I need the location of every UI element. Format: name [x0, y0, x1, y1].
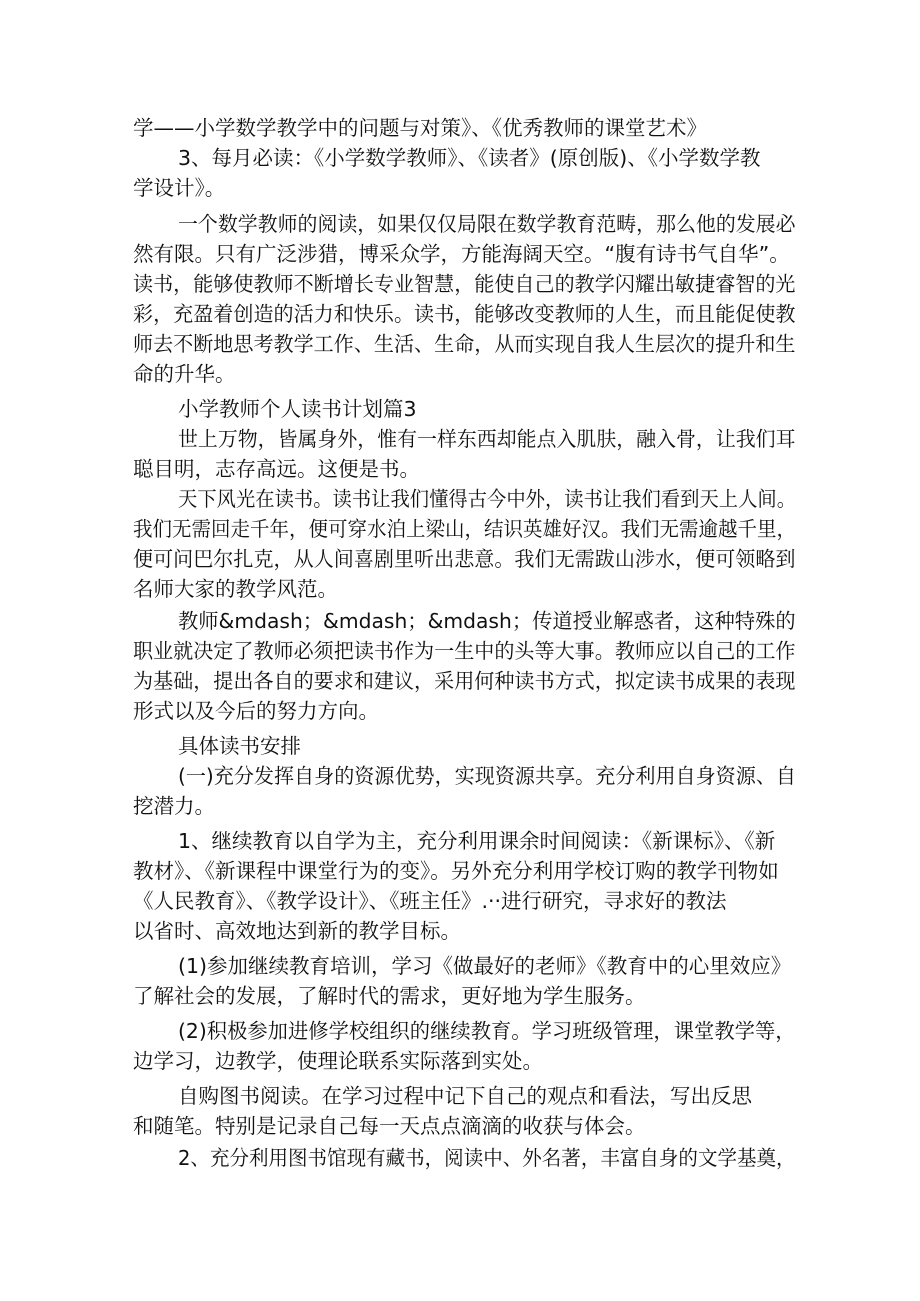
- text-line: 挖潜力。: [133, 794, 215, 818]
- text-line: 《人民教育》、《教学设计》、《班主任》.··进行研究，寻求好的教法: [133, 889, 727, 913]
- text-line: 1、继续教育以自学为主，充分利用课余时间阅读：《新课标》、《新: [178, 829, 776, 853]
- text-line: 教材》、《新课程中课堂行为的变》。另外充分利用学校订购的教学刊物如: [133, 859, 779, 883]
- text-line: 然有限。只有广泛涉猎，博采众学，方能海阔天空。“腹有诗书气自华”。: [133, 242, 790, 266]
- text-line: (一)充分发挥自身的资源优势，实现资源共享。充分利用自身资源、自: [178, 764, 797, 788]
- text-line: 读书，能够使教师不断增长专业智慧，能使自己的教学闪耀出敏捷睿智的光: [133, 272, 796, 296]
- text-line: 彩，充盈着创造的活力和快乐。读书，能够改变教师的人生，而且能促使教: [133, 302, 796, 326]
- text-line: 以省时、高效地达到新的教学目标。: [133, 919, 461, 943]
- text-line: 和随笔。特别是记录自己每一天点点滴滴的收获与体会。: [133, 1114, 646, 1138]
- text-line: 我们无需回走千年，便可穿水泊上梁山，结识英雄好汉。我们无需逾越千里，: [133, 517, 796, 541]
- text-line: 边学习，边教学，使理论联系实际落到实处。: [133, 1049, 543, 1073]
- text-line: 2、充分利用图书馆现有藏书，阅读中、外名著，丰富自身的文学基奠，: [178, 1146, 796, 1170]
- text-line: 了解社会的发展，了解时代的需求，更好地为学生服务。: [133, 984, 646, 1008]
- text-line: 师去不断地思考教学工作、生活、生命，从而实现自我人生层次的提升和生: [133, 332, 796, 356]
- text-line: 一个数学教师的阅读，如果仅仅局限在数学教育范畴，那么他的发展必: [178, 212, 796, 236]
- text-line: 命的升华。: [133, 362, 236, 386]
- text-line: 为基础，提出各自的要求和建议，采用何种读书方式，拟定读书成果的表现: [133, 669, 796, 693]
- text-line: 学设计》。: [133, 176, 226, 200]
- text-line: (1)参加继续教育培训，学习《做最好的老师》《教育中的心里效应》: [178, 954, 792, 978]
- text-line: (2)积极参加进修学校组织的继续教育。学习班级管理，课堂教学等，: [178, 1019, 796, 1043]
- section-heading: 具体读书安排: [178, 734, 301, 758]
- text-line: 教师&mdash；&mdash；&mdash；传道授业解惑者，这种特殊的: [178, 609, 796, 633]
- text-line: 职业就决定了教师必须把读书作为一生中的头等大事。教师应以自己的工作: [133, 639, 796, 663]
- text-line: 聪目明，志存高远。这便是书。: [133, 457, 420, 481]
- text-line: 世上万物，皆属身外，惟有一样东西却能点入肌肤，融入骨，让我们耳: [178, 427, 796, 451]
- text-line: 便可问巴尔扎克，从人间喜剧里听出悲意。我们无需跋山涉水，便可领略到: [133, 547, 796, 571]
- section-heading: 小学教师个人读书计划篇3: [178, 397, 417, 421]
- text-line: 3、每月必读：《小学数学教师》、《读者》(原创版)、《小学数学教: [178, 146, 761, 170]
- text-line: 自购图书阅读。在学习过程中记下自己的观点和看法，写出反思: [178, 1084, 752, 1108]
- text-line: 学——小学数学教学中的问题与对策》、《优秀教师的课堂艺术》: [133, 116, 707, 140]
- text-line: 形式以及今后的努力方向。: [133, 699, 379, 723]
- text-line: 名师大家的教学风范。: [133, 577, 338, 601]
- text-line: 天下风光在读书。读书让我们懂得古今中外，读书让我们看到天上人间。: [178, 487, 797, 511]
